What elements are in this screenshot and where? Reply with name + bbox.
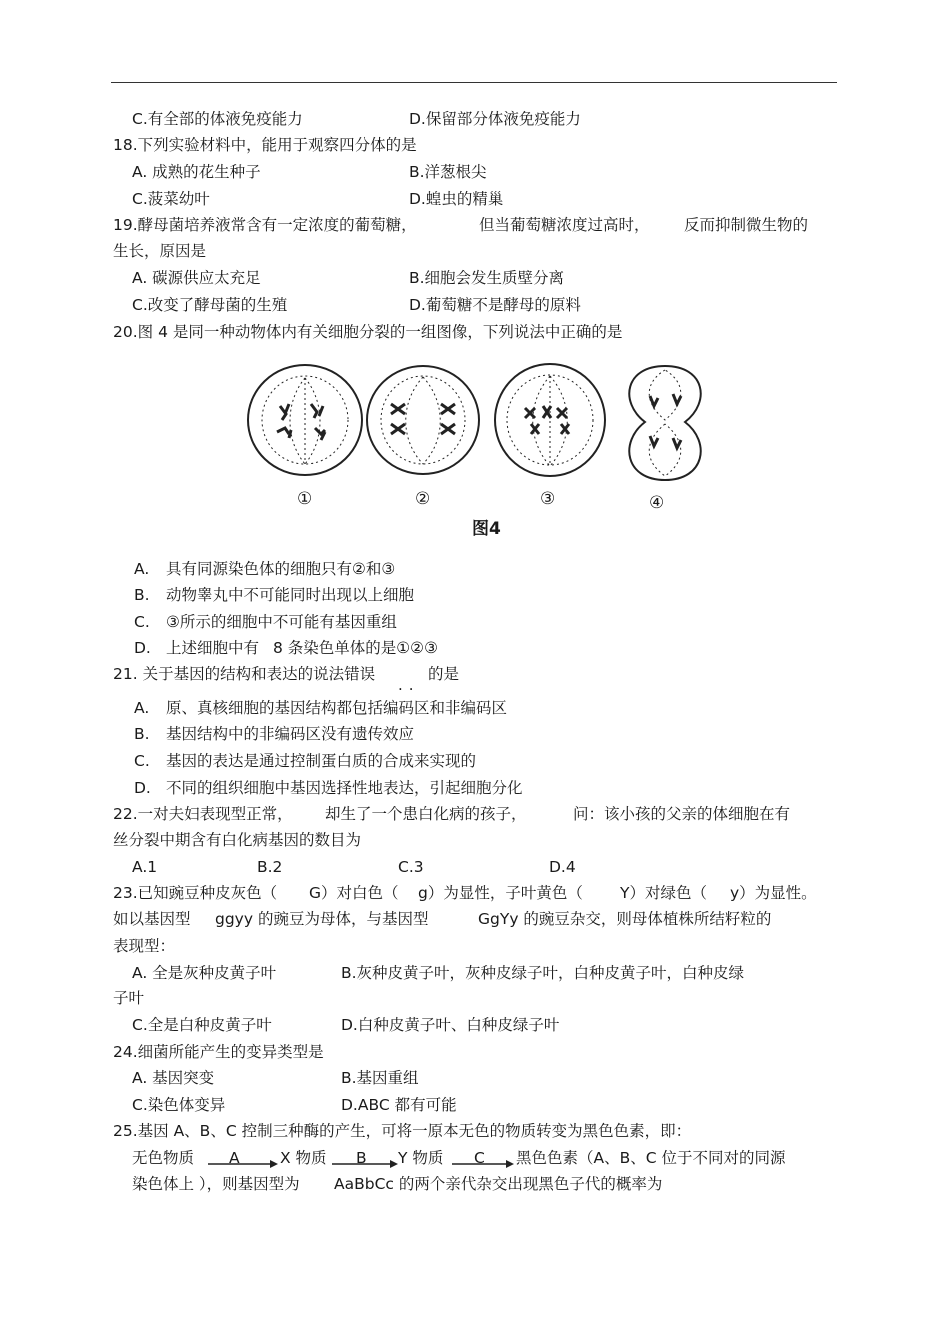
q21-option-c-text: 基因的表达是通过控制蛋白质的合成来实现的 <box>166 752 477 770</box>
q20-stem: 20.图 4 是同一种动物体内有关细胞分裂的一组图像，下列说法中正确的是 <box>113 323 623 341</box>
q24-option-d: D.ABC 都有可能 <box>341 1096 457 1114</box>
q18-option-c: C.菠菜幼叶 <box>132 190 210 208</box>
pathway-y: Y 物质 <box>398 1149 444 1167</box>
q23-option-b-cont: 子叶 <box>113 989 145 1007</box>
figure-label-3: ③ <box>540 489 556 509</box>
q24-stem: 24.细菌所能产生的变异类型是 <box>113 1043 324 1061</box>
enzyme-a-label: A <box>229 1149 240 1167</box>
q22-stem-line2: 丝分裂中期含有白化病基因的数目为 <box>113 831 362 849</box>
enzyme-c-label: C <box>474 1149 485 1167</box>
q22-stem-part3: 问：该小孩的父亲的体细胞在有 <box>573 805 791 823</box>
q20-option-c-text: ③所示的细胞中不可能有基因重组 <box>166 613 397 631</box>
q21-stem-part2: 的是 <box>428 665 460 683</box>
emphasis-dots: .. <box>398 676 420 694</box>
pathway-black: 黑色色素（A、B、C 位于不同对的同源 <box>516 1149 786 1167</box>
q21-option-b-key: B. <box>134 725 150 743</box>
q19-option-c: C.改变了酵母菌的生殖 <box>132 296 288 314</box>
q20-option-d-text2: 8 条染色单体的是①②③ <box>273 639 438 657</box>
q17-option-c: C.有全部的体液免疫能力 <box>132 110 303 128</box>
q23-option-b: B.灰种皮黄子叶，灰种皮绿子叶，白种皮黄子叶，白种皮绿 <box>341 964 745 982</box>
q19-option-a: A. 碳源供应太充足 <box>132 269 261 287</box>
q23-stem-part2: G）对白色（ <box>309 884 399 902</box>
cell-4-drawing <box>629 366 700 480</box>
q20-option-d-key: D. <box>134 639 151 657</box>
q23-stem-part8: GgYy 的豌豆杂交，则母体植株所结籽粒的 <box>478 910 772 928</box>
q19-stem-part2: 但当葡萄糖浓度过高时， <box>479 216 650 234</box>
q21-option-d-key: D. <box>134 779 151 797</box>
pathway-x: X 物质 <box>280 1149 327 1167</box>
enzyme-b-label: B <box>356 1149 367 1167</box>
q25-stem-part1: 染色体上 ），则基因型为 <box>132 1175 300 1193</box>
q22-option-b: B.2 <box>257 858 283 876</box>
q23-option-a: A. 全是灰种皮黄子叶 <box>132 964 277 982</box>
q22-option-a: A.1 <box>132 858 158 876</box>
q23-stem-part3: g）为显性，子叶黄色（ <box>418 884 583 902</box>
q20-option-d-text1: 上述细胞中有 <box>166 639 260 657</box>
q19-stem-part3: 反而抑制微生物的 <box>684 216 809 234</box>
q24-option-b: B.基因重组 <box>341 1069 419 1087</box>
q21-option-d-text: 不同的组织细胞中基因选择性地表达，引起细胞分化 <box>166 779 523 797</box>
figure-caption: 图4 <box>472 519 501 539</box>
q22-option-c: C.3 <box>398 858 424 876</box>
q20-option-a-text: 具有同源染色体的细胞只有②和③ <box>166 560 396 578</box>
q20-option-c-key: C. <box>134 613 150 631</box>
q24-option-a: A. 基因突变 <box>132 1069 215 1087</box>
q20-option-a-key: A. <box>134 560 150 578</box>
q18-option-d: D.蝗虫的精巢 <box>409 190 504 208</box>
q20-option-b-text: 动物睾丸中不可能同时出现以上细胞 <box>166 586 415 604</box>
cell-3-drawing <box>495 364 605 476</box>
figure-4-cell-division <box>245 362 715 542</box>
q23-stem-line3: 表现型： <box>113 937 176 955</box>
q18-option-a: A. 成熟的花生种子 <box>132 163 261 181</box>
pathway-colorless: 无色物质 <box>132 1149 195 1167</box>
arrow-right-icon <box>452 1148 514 1168</box>
q24-option-c: C.染色体变异 <box>132 1096 226 1114</box>
q21-stem-part1: 21. 关于基因的结构和表达的说法错误 <box>113 665 376 683</box>
cell-2-drawing <box>367 366 479 474</box>
q21-option-a-text: 原、真核细胞的基因结构都包括编码区和非编码区 <box>166 699 508 717</box>
q21-option-b-text: 基因结构中的非编码区没有遗传效应 <box>166 725 415 743</box>
q19-stem-line2: 生长，原因是 <box>113 242 207 260</box>
q21-option-c-key: C. <box>134 752 150 770</box>
q23-stem-part7: ggyy 的豌豆为母体，与基因型 <box>215 910 429 928</box>
q19-stem-part1: 19.酵母菌培养液常含有一定浓度的葡萄糖， <box>113 216 417 234</box>
q22-stem-part1: 22.一对夫妇表现型正常， <box>113 805 293 823</box>
header-rule <box>111 82 837 83</box>
q23-stem-part1: 23.已知豌豆种皮灰色（ <box>113 884 278 902</box>
q18-option-b: B.洋葱根尖 <box>409 163 487 181</box>
q23-option-c: C.全是白种皮黄子叶 <box>132 1016 272 1034</box>
q25-stem: 25.基因 A、B、C 控制三种酶的产生，可将一原本无色的物质转变为黑色色素，即： <box>113 1122 692 1140</box>
q23-option-d: D.白种皮黄子叶、白种皮绿子叶 <box>341 1016 560 1034</box>
figure-label-4: ④ <box>649 493 665 513</box>
q19-option-d: D.葡萄糖不是酵母的原料 <box>409 296 581 314</box>
q21-option-a-key: A. <box>134 699 150 717</box>
cell-1-drawing <box>248 365 362 475</box>
q17-option-d: D.保留部分体液免疫能力 <box>409 110 581 128</box>
figure-label-1: ① <box>297 489 313 509</box>
q23-stem-part4: Y）对绿色（ <box>620 884 707 902</box>
q18-stem: 18.下列实验材料中，能用于观察四分体的是 <box>113 136 417 154</box>
arrow-right-icon <box>332 1148 398 1168</box>
q22-stem-part2: 却生了一个患白化病的孩子， <box>325 805 527 823</box>
q25-stem-part2: AaBbCc 的两个亲代杂交出现黑色子代的概率为 <box>334 1175 663 1193</box>
figure-label-2: ② <box>415 489 431 509</box>
arrow-right-icon <box>208 1148 278 1168</box>
q19-option-b: B.细胞会发生质壁分离 <box>409 269 565 287</box>
q20-option-b-key: B. <box>134 586 150 604</box>
q23-stem-part5: y）为显性。 <box>730 884 817 902</box>
q23-stem-part6: 如以基因型 <box>113 910 191 928</box>
q22-option-d: D.4 <box>549 858 576 876</box>
